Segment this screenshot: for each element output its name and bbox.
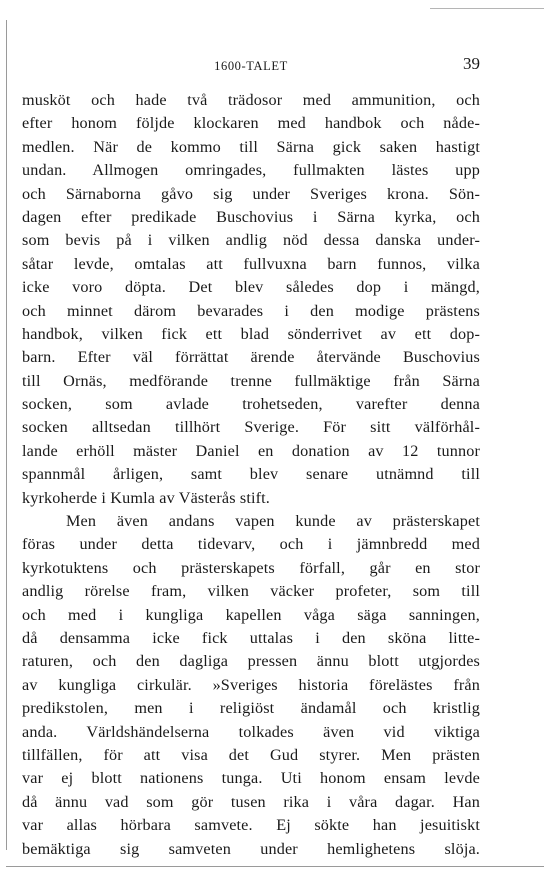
text-line: raturen, och den dagliga pressen ännu blott utgjordes [22,652,480,671]
text-line: musköt och hade två trädosor med ammunition, och [22,91,480,109]
text-line: då ännu vad som gör tusen rika i våra dagar. Han [22,792,480,811]
text-line: socken alltsedan tillhört Sverige. För sitt välförhål- [22,418,480,437]
running-header [22,54,480,78]
text-line: efter honom följde klockaren med handbok och nåde- [22,114,480,133]
text-line: medlen. När de kommo till Särna gick saken hastigt [22,137,480,156]
text-line: kyrkotuktens och prästerskapets förfall, går en stor [22,558,480,577]
text-line: som bevis på i vilken andlig nöd dessa danska under- [22,231,480,250]
text-line: av kungliga cirkulär. »Sveriges historia förelästes från [22,675,480,694]
text-line: handbok, vilken fick ett blad sönderrivet av ett dop- [22,324,480,343]
text-line: predikstolen, men i religiöst ändamål och kristlig [22,699,480,718]
page-edge-left [6,20,7,850]
text-line: barn. Efter väl förrättat ärende återvände Buschovius [22,348,480,367]
page-number: 39 [463,54,480,73]
text-line: tillfällen, för att visa det Gud styrer. Men prästen [22,745,480,764]
text-line: då densamma icke fick uttalas i den sköna litte- [22,628,480,647]
text-line: bemäktiga sig samveten under hemlighetens slöja. [22,839,480,858]
text-line: undan. Allmogen omringades, fullmakten lästes upp [22,161,480,180]
text-line: och med i kungliga kapellen våga säga sanningen, [22,605,480,624]
paragraph-1 [22,89,480,510]
text-line: dagen efter predikade Buschovius i Särna kyrka, och [22,207,480,226]
page-edge-bottom [6,866,544,867]
paragraph-2 [22,510,480,861]
text-line: föras under detta tidevarv, och i jämnbredd med [22,535,480,554]
page-edge-top [430,8,544,9]
text-line: var ej blott nationens tunga. Uti honom ensam levde [22,769,480,788]
text-line: anda. Världshändelserna tolkades även vid viktiga [22,722,480,741]
text-line: var allas hörbara samvete. Ej sökte han jesuitiskt [22,816,480,835]
text-line: spannmål årligen, samt blev senare utnämnd till [22,465,480,484]
body-text [22,89,480,861]
text-line: Men även andans vapen kunde av prästerskapet [66,512,480,531]
text-line: andlig rörelse fram, vilken väcker profeter, som till [22,582,480,601]
text-line: till Ornäs, medförande trenne fullmäktige från Särna [22,371,480,390]
running-title: 1600-TALET [214,59,288,73]
text-line: icke voro döpta. Det blev således dop i mängd, [22,278,480,297]
text-line: kyrkoherde i Kumla av Västerås stift. [22,488,270,507]
text-line: lande erhöll mäster Daniel en donation av 12 tunnor [22,441,480,460]
text-line: och minnet därom bevarades i den modige prästens [22,301,480,320]
text-line: såtar levde, omtalas att fullvuxna barn funnos, vilka [22,254,480,273]
text-line: och Särnaborna gåvo sig under Sveriges krona. Sön- [22,184,480,203]
text-line: socken, som avlade trohetseden, varefter denna [22,395,480,414]
